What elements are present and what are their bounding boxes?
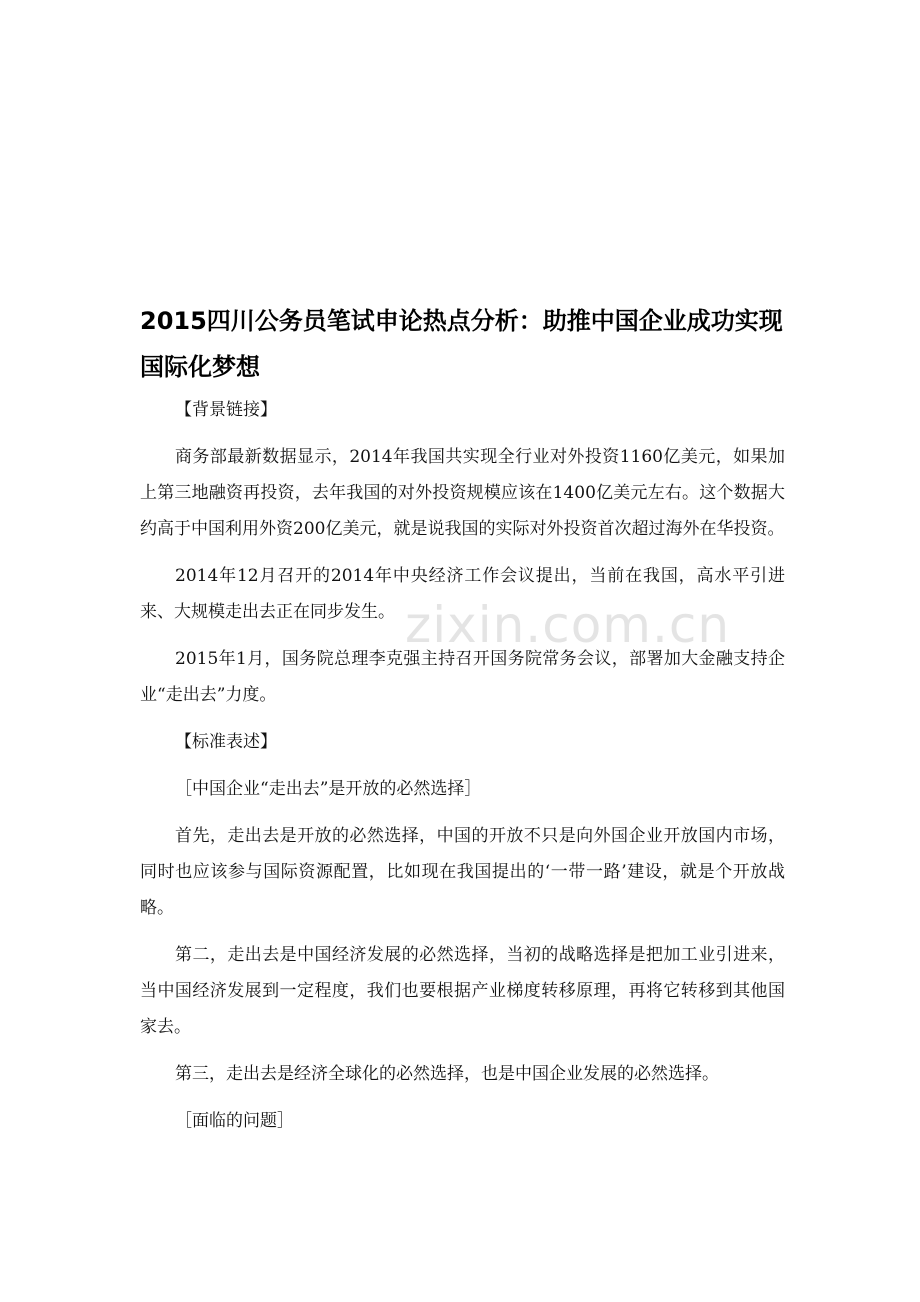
paragraph-first-point: 首先，走出去是开放的必然选择，中国的开放不只是向外国企业开放国内市场，同时也应该参与国际资源配置，比如现在我国提出的‘一带一路’建设，就是个开放战略。	[140, 826, 785, 918]
document-title: 2015四川公务员笔试申论热点分析：助推中国企业成功实现国际化梦想	[140, 307, 783, 381]
watermark: zixin.com.cn	[405, 596, 731, 654]
paragraph-second-point: 第二，走出去是中国经济发展的必然选择，当初的战略选择是把加工业引进来，当中国经济发展到一定程度，我们也要根据产业梯度转移原理，再将它转移到其他国家去。	[140, 945, 785, 1037]
paragraph-state-council: 2015年1月，国务院总理李克强主持召开国务院常务会议，部署加大金融支持企业“走出去”力度。	[140, 649, 785, 705]
paragraph-investment-data: 商务部最新数据显示，2014年我国共实现全行业对外投资1160亿美元，如果加上第三地融资再投资，去年我国的对外投资规模应该在1400亿美元左右。这个数据大约高于中国利用外资200亿美元，就是说我国的实际对外投资首次超过海外在华投资。	[140, 447, 785, 539]
subheading-problems: ［面临的问题］	[175, 1111, 294, 1131]
section-heading-standard-statement: 【标准表述】	[175, 732, 277, 752]
subheading-opening-choice: ［中国企业“走出去”是开放的必然选择］	[175, 779, 482, 799]
document-body	[140, 392, 785, 1150]
paragraph-economic-conference: 2014年12月召开的2014年中央经济工作会议提出，当前在我国，高水平引进来、大规模走出去正在同步发生。	[140, 566, 785, 622]
section-heading-background: 【背景链接】	[175, 400, 277, 420]
paragraph-third-point: 第三，走出去是经济全球化的必然选择，也是中国企业发展的必然选择。	[175, 1064, 719, 1084]
